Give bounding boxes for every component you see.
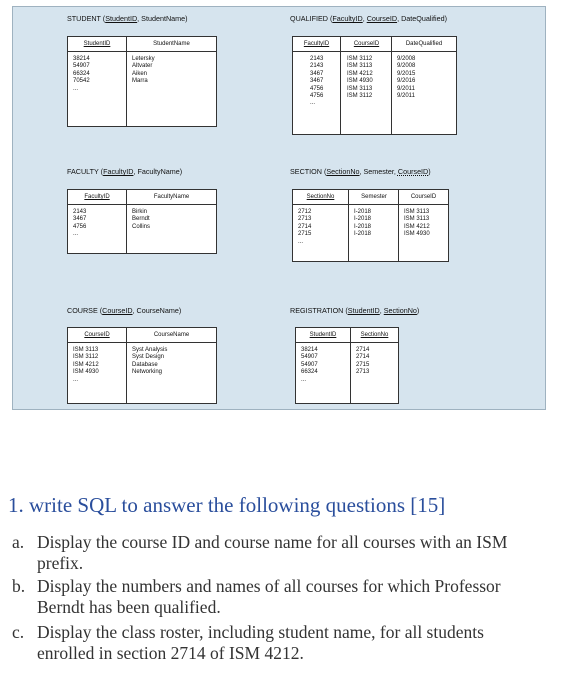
- registration-col-header: SectionNo: [360, 332, 389, 338]
- student-table: StudentID 38214 54907 66324 70542 ... StudentName Letersky Altvater Aiken Marra: [67, 36, 217, 127]
- question-label: b.: [12, 576, 26, 596]
- faculty-relation-title: FACULTY (FacultyID, FacultyName): [67, 167, 183, 176]
- question-text: Display the numbers and names of all courses for which Professor Berndt has been qualified.: [37, 576, 501, 617]
- registration-table: StudentID 38214 54907 54907 66324 ... SectionNo 2714 2714 2715 2713: [295, 327, 399, 404]
- course-col-header: CourseID: [84, 332, 110, 338]
- student-col-header: StudentName: [153, 41, 190, 47]
- student-relation-title: STUDENT (StudentID, StudentName): [67, 14, 188, 23]
- question-text: Display the course ID and course name for all courses with an ISM prefix.: [37, 532, 508, 573]
- faculty-col-header: FacultyID: [84, 194, 110, 200]
- qualified-table: FacultyID 2143 2143 3467 3467 4756 4756 ... CourseID ISM 3112 ISM 3113 ISM 4212 ISM 4930 ISM 3113 ISM 3112 DateQualified 9/2008 9/2008 9/2015 9/2016 9/2011 9/2011: [292, 36, 457, 135]
- section-relation-title: SECTION (SectionNo, Semester, CourseID): [290, 167, 431, 176]
- qualified-col-header: CourseID: [353, 41, 380, 47]
- student-col-header: StudentID: [83, 41, 111, 47]
- faculty-col-header: FacultyName: [153, 194, 190, 200]
- question-label: c.: [12, 622, 25, 642]
- questions-section: [8, 490, 556, 663]
- relations-figure: [12, 6, 546, 410]
- qualified-relation-title: QUALIFIED (FacultyID, CourseID, DateQualified): [290, 14, 448, 23]
- course-relation-title: COURSE (CourseID, CourseName): [67, 306, 182, 315]
- qualified-col-header: DateQualified: [405, 41, 443, 47]
- question-text: Display the class roster, including student name, for all students enrolled in section 2714 of ISM 4212.: [37, 622, 484, 663]
- question-heading: 1. write SQL to answer the following questions [15]: [8, 493, 446, 517]
- question-label: a.: [12, 532, 25, 552]
- section-col-header: Semester: [361, 194, 387, 200]
- faculty-table: FacultyID 2143 3467 4756 ... FacultyName Birkin Berndt Collins: [67, 189, 217, 254]
- section-col-header: CourseID: [410, 194, 437, 200]
- course-col-header: CourseName: [153, 332, 190, 338]
- qualified-col-header: FacultyID: [303, 41, 330, 47]
- registration-relation-title: REGISTRATION (StudentID, SectionNo): [290, 306, 420, 315]
- course-table: CourseID ISM 3113 ISM 3112 ISM 4212 ISM 4930 ... CourseName Syst Analysis Syst Design Database Networking: [67, 327, 217, 404]
- section-table: SectionNo 2712 2713 2714 2715 ... Semester I-2018 I-2018 I-2018 I-2018 CourseID ISM 3113 ISM 3113 ISM 4212 ISM 4930: [292, 189, 449, 262]
- section-col-header: SectionNo: [306, 194, 335, 200]
- registration-col-header: StudentID: [309, 332, 337, 338]
